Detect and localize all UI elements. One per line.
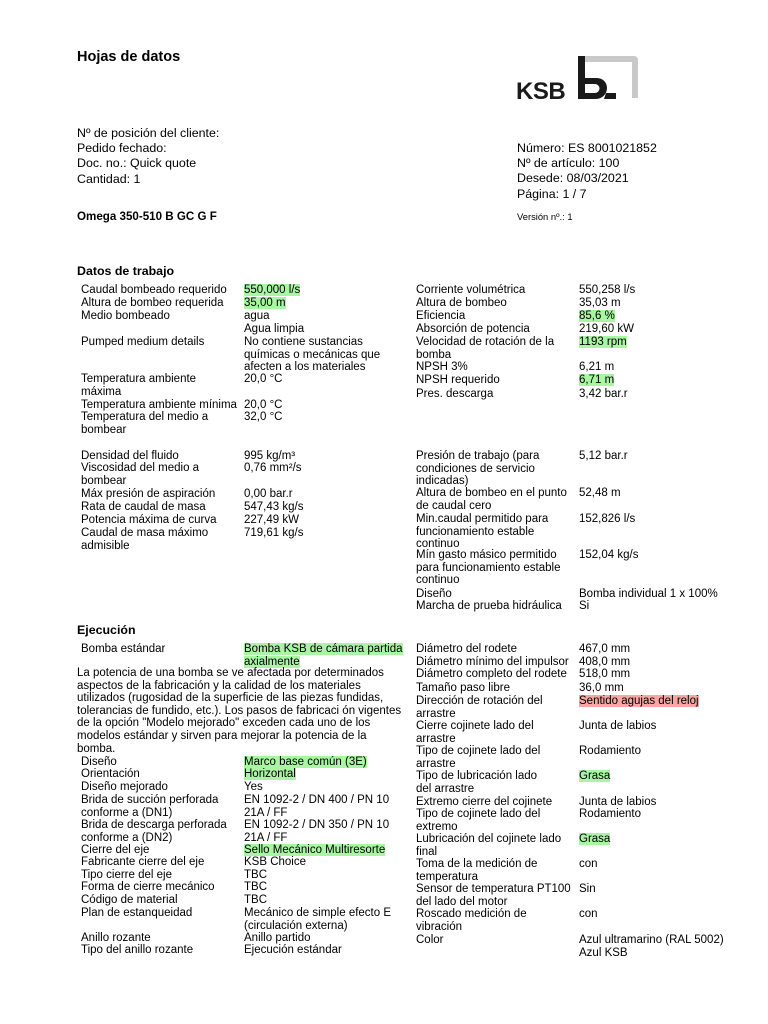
document-info — [517, 141, 657, 202]
label-tipo-de-cojinete-lado-del-extremo: Tipo de cojinete lado del extremo — [416, 808, 541, 833]
highlighted-value: Grasa — [579, 770, 611, 782]
value-cierre-del-eje — [244, 844, 412, 857]
label-tipo-cierre-del-eje: Tipo cierre del eje — [81, 869, 172, 881]
value-color: Azul ultramarino (RAL 5002) Azul KSB — [579, 934, 724, 959]
label-fabricante-cierre-del-eje: Fabricante cierre del eje — [81, 856, 205, 868]
section-heading-execution: Ejecución — [77, 623, 136, 637]
value-tamano-paso-libre: 36,0 mm — [579, 682, 624, 694]
value-tipo-de-cojinete-lado-del-arrastre: Rodamiento — [579, 745, 642, 757]
value-altura-de-bombeo-en-el-punto-de-caudal-c: 52,48 m — [579, 487, 621, 499]
label-caudal-bombeado-requerido: Caudal bombeado requerido — [81, 284, 227, 296]
value-altura-de-bombeo: 35,03 m — [579, 297, 621, 309]
label-altura-de-bombeo-requerida: Altura de bombeo requerida — [81, 297, 224, 309]
label-tipo-de-cojinete-lado-del-arrastre: Tipo de cojinete lado del arrastre — [416, 745, 541, 770]
value-toma-de-la-medicion-de-temperatura: con — [579, 858, 598, 870]
value-extremo-cierre-del-cojinete: Junta de labios — [579, 796, 657, 808]
value-codigo-de-material: TBC — [244, 894, 267, 906]
highlighted-value: Grasa — [579, 833, 611, 845]
value-temperatura-del-medio-a-bombear: 32,0 °C — [244, 411, 283, 423]
value-tipo-de-lubricacion-lado-del-arrastre — [579, 770, 754, 783]
label-cierre-del-eje: Cierre del eje — [81, 844, 150, 856]
value-min-gasto-masico-permitido-para-funciona: 152,04 kg/s — [579, 549, 639, 561]
value-min-caudal-permitido-para-funcionamiento: 152,826 l/s — [579, 513, 636, 525]
product-name: Omega 350-510 B GC G F — [77, 210, 217, 223]
value-orientacion — [244, 768, 412, 781]
value-pres-descarga: 3,42 bar.r — [579, 388, 628, 400]
value-densidad-del-fluido: 995 kg/m³ — [244, 450, 296, 462]
value-npsh-3: 6,21 m — [579, 361, 615, 373]
label-rata-de-caudal-de-masa: Rata de caudal de masa — [81, 501, 206, 513]
label-temperatura-del-medio-a-bombear: Temperatura del medio a bombear — [81, 411, 209, 436]
order-date: Pedido fechado: — [77, 141, 167, 156]
value-diametro-minimo-del-impulsor: 408,0 mm — [579, 656, 631, 668]
customer-position: Nº de posición del cliente: — [77, 126, 220, 140]
doc-number: Doc. no.: Quick quote — [77, 156, 197, 171]
label-temperatura-ambiente-minima: Temperatura ambiente mínima — [81, 399, 237, 411]
value-velocidad-de-rotacion-de-la-bomba — [579, 336, 754, 349]
label-densidad-del-fluido: Densidad del fluido — [81, 450, 179, 462]
value-caudal-de-masa-maximo-admisible: 719,61 kg/s — [244, 527, 304, 539]
label-velocidad-de-rotacion-de-la-bomba: Velocidad de rotación de la bomba — [416, 336, 555, 361]
label-bomba-estandar: Bomba estándar — [81, 643, 166, 655]
section-heading-operating-data: Datos de trabajo — [77, 264, 175, 278]
label-altura-de-bombeo: Altura de bombeo — [416, 297, 507, 309]
highlighted-value: Bomba KSB de cámara partida — [244, 643, 403, 655]
highlighted-value: axialmente — [244, 655, 300, 668]
value-tipo-de-cojinete-lado-del-extremo: Rodamiento — [579, 808, 642, 820]
value-presion-de-trabajo-para-condiciones-de-s: 5,12 bar.r — [579, 450, 628, 462]
execution-paragraph: La potencia de una bomba se ve afectada por determinados aspectos de la fabricación y la calidad de los materiales utilizados (rugosidad de la superficie de las piezas fundidas, tolerancias de fundido, etc.). Los pasos de fabricaci ón vigentes de la opción "Modelo mejorado" exceden cada uno de los modelos estándar y sirven para mejorar la potencia de la bomba. — [77, 667, 402, 755]
label-max-presion-de-aspiracion: Máx presión de aspiración — [81, 488, 216, 500]
label-temperatura-ambiente-maxima: Temperatura ambiente máxima — [81, 373, 197, 398]
value-roscado-medicion-de-vibracion: con — [579, 908, 598, 920]
value-anillo-rozante: Anillo partido — [244, 932, 311, 944]
logo-mark — [578, 56, 638, 98]
label-npsh-3: NPSH 3% — [416, 361, 468, 373]
label-roscado-medicion-de-vibracion: Roscado medición de vibración — [416, 908, 527, 933]
value-cierre-cojinete-lado-del-arrastre: Junta de labios — [579, 720, 657, 732]
label-pumped-medium-details: Pumped medium details — [81, 336, 205, 348]
label-tamano-paso-libre: Tamaño paso libre — [416, 682, 510, 694]
label-plan-de-estanqueidad: Plan de estanqueidad — [81, 907, 193, 919]
label-brida-de-descarga-perforada-conforme-a-d: Brida de descarga perforada conforme a (DN2) — [81, 819, 227, 844]
value-direccion-de-rotacion-del-arrastre — [579, 695, 754, 708]
value-forma-de-cierre-mecanico: TBC — [244, 881, 267, 893]
label-potencia-maxima-de-curva: Potencia máxima de curva — [81, 514, 217, 526]
value-diametro-completo-del-rodete: 518,0 mm — [579, 668, 631, 680]
logo-b-icon — [578, 56, 607, 99]
label-min-caudal-permitido-para-funcionamiento: Min.caudal permitido para funcionamiento estable continuo — [416, 513, 549, 551]
value-corriente-volumetrica: 550,258 l/s — [579, 284, 636, 296]
value-altura-de-bombeo-requerida — [244, 297, 412, 310]
label-codigo-de-material: Código de material — [81, 894, 178, 906]
value-pumped-medium-details: No contiene sustancias químicas o mecánicas que afecten a los materiales — [244, 336, 381, 374]
highlighted-value: 35,00 m — [244, 297, 286, 309]
value-lubricacion-del-cojinete-lado-final — [579, 833, 754, 846]
label-medio-bombeado: Medio bombeado — [81, 310, 170, 322]
value-caudal-bombeado-requerido — [244, 284, 412, 297]
highlighted-value: Sello Mecánico Multiresorte — [244, 844, 386, 856]
label-npsh-requerido: NPSH requerido — [416, 374, 500, 386]
value-temperatura-ambiente-maxima: 20,0 °C — [244, 373, 283, 385]
highlighted-value: Sentido agujas del reloj — [579, 695, 699, 707]
highlighted-value: 85,6 % — [579, 310, 615, 322]
label-diametro-del-rodete: Diámetro del rodete — [416, 643, 517, 655]
value-fabricante-cierre-del-eje: KSB Choice — [244, 856, 307, 868]
value-diametro-del-rodete: 467,0 mm — [579, 643, 631, 655]
ksb-logo — [516, 52, 640, 102]
value-viscosidad-del-medio-a-bombear: 0,76 mm²/s — [244, 462, 302, 474]
value-tipo-del-anillo-rozante: Ejecución estándar — [244, 944, 342, 956]
label-diametro-completo-del-rodete: Diámetro completo del rodete — [416, 668, 567, 680]
logo-text: KSB — [516, 78, 566, 102]
highlighted-value: 1193 rpm — [579, 336, 627, 348]
label-lubricacion-del-cojinete-lado-final: Lubricación del cojinete lado final — [416, 833, 562, 858]
value-rata-de-caudal-de-masa: 547,43 kg/s — [244, 501, 304, 513]
label-sensor-de-temperatura-pt100-del-lado-del: Sensor de temperatura PT100 del lado del motor — [416, 883, 571, 908]
value-bomba-estandar — [244, 643, 412, 668]
label-direccion-de-rotacion-del-arrastre: Dirección de rotación del arrastre — [416, 695, 543, 720]
label-tipo-del-anillo-rozante: Tipo del anillo rozante — [81, 944, 194, 956]
value-plan-de-estanqueidad: Mecánico de simple efecto E (circulación externa) — [244, 907, 392, 932]
customer-info — [77, 126, 219, 187]
highlighted-value: Marco base común (3E) — [244, 756, 367, 768]
value-marcha-de-prueba-hidraulica: Si — [579, 600, 590, 612]
value-temperatura-ambiente-minima: 20,0 °C — [244, 399, 283, 411]
label-pres-descarga: Pres. descarga — [416, 388, 494, 400]
highlighted-value: 6,71 m — [579, 374, 615, 386]
label-viscosidad-del-medio-a-bombear: Viscosidad del medio a bombear — [81, 462, 200, 487]
value-npsh-requerido — [579, 374, 754, 387]
value-sensor-de-temperatura-pt100-del-lado-del: Sin — [579, 883, 596, 895]
highlighted-value: Horizontal — [244, 768, 296, 780]
version-number: Versión nº.: 1 — [517, 211, 573, 222]
label-caudal-de-masa-maximo-admisible: Caudal de masa máximo admisible — [81, 527, 209, 552]
label-anillo-rozante: Anillo rozante — [81, 932, 151, 944]
label-cierre-cojinete-lado-del-arrastre: Cierre cojinete lado del arrastre — [416, 720, 534, 745]
label-marcha-de-prueba-hidraulica: Marcha de prueba hidráulica — [416, 600, 562, 612]
page-number: Página: 1 / 7 — [517, 186, 587, 201]
date: Desede: 08/03/2021 — [517, 171, 629, 186]
label-color: Color — [416, 934, 444, 946]
label-diseno-mejorado: Diseño mejorado — [81, 781, 168, 793]
label-eficiencia: Eficiencia — [416, 310, 466, 322]
label-diseno: Diseño — [81, 756, 117, 768]
label-tipo-de-lubricacion-lado-del-arrastre: Tipo de lubricación lado del arrastre — [416, 770, 538, 795]
label-absorcion-de-potencia: Absorción de potencia — [416, 323, 530, 335]
label-orientacion: Orientación — [81, 768, 140, 780]
value-diseno: Bomba individual 1 x 100% — [579, 588, 718, 600]
label-toma-de-la-medicion-de-temperatura: Toma de la medición de temperatura — [416, 858, 538, 883]
value-diseno — [244, 756, 412, 769]
label-diseno: Diseño — [416, 588, 452, 600]
value-absorcion-de-potencia: 219,60 kW — [579, 323, 634, 335]
label-altura-de-bombeo-en-el-punto-de-caudal-c: Altura de bombeo en el punto de caudal cero — [416, 487, 567, 512]
value-medio-bombeado: agua Agua limpia — [244, 310, 305, 335]
label-diametro-minimo-del-impulsor: Diámetro mínimo del impulsor — [416, 656, 569, 668]
value-brida-de-succion-perforada-conforme-a-dn: EN 1092-2 / DN 400 / PN 10 21A / FF — [244, 794, 390, 819]
article-number: Nº de artículo: 100 — [517, 156, 620, 171]
highlighted-value: 550,000 l/s — [244, 284, 301, 296]
value-diseno-mejorado: Yes — [244, 781, 263, 793]
page-title: Hojas de datos — [77, 49, 181, 65]
number: Número: ES 8001021852 — [517, 141, 657, 155]
value-tipo-cierre-del-eje: TBC — [244, 869, 267, 881]
value-eficiencia — [579, 310, 754, 323]
label-brida-de-succion-perforada-conforme-a-dn: Brida de succión perforada conforme a (DN1) — [81, 794, 219, 819]
value-brida-de-descarga-perforada-conforme-a-d: EN 1092-2 / DN 350 / PN 10 21A / FF — [244, 819, 390, 844]
value-potencia-maxima-de-curva: 227,49 kW — [244, 514, 299, 526]
label-forma-de-cierre-mecanico: Forma de cierre mecánico — [81, 881, 215, 893]
label-presion-de-trabajo-para-condiciones-de-s: Presión de trabajo (para condiciones de servicio indicadas) — [416, 450, 540, 488]
quantity: Cantidad: 1 — [77, 171, 141, 186]
value-max-presion-de-aspiracion: 0,00 bar.r — [244, 488, 293, 500]
label-corriente-volumetrica: Corriente volumétrica — [416, 284, 526, 296]
label-min-gasto-masico-permitido-para-funciona: Mín gasto másico permitido para funcionamiento estable continuo — [416, 549, 561, 587]
label-extremo-cierre-del-cojinete: Extremo cierre del cojinete — [416, 796, 553, 808]
